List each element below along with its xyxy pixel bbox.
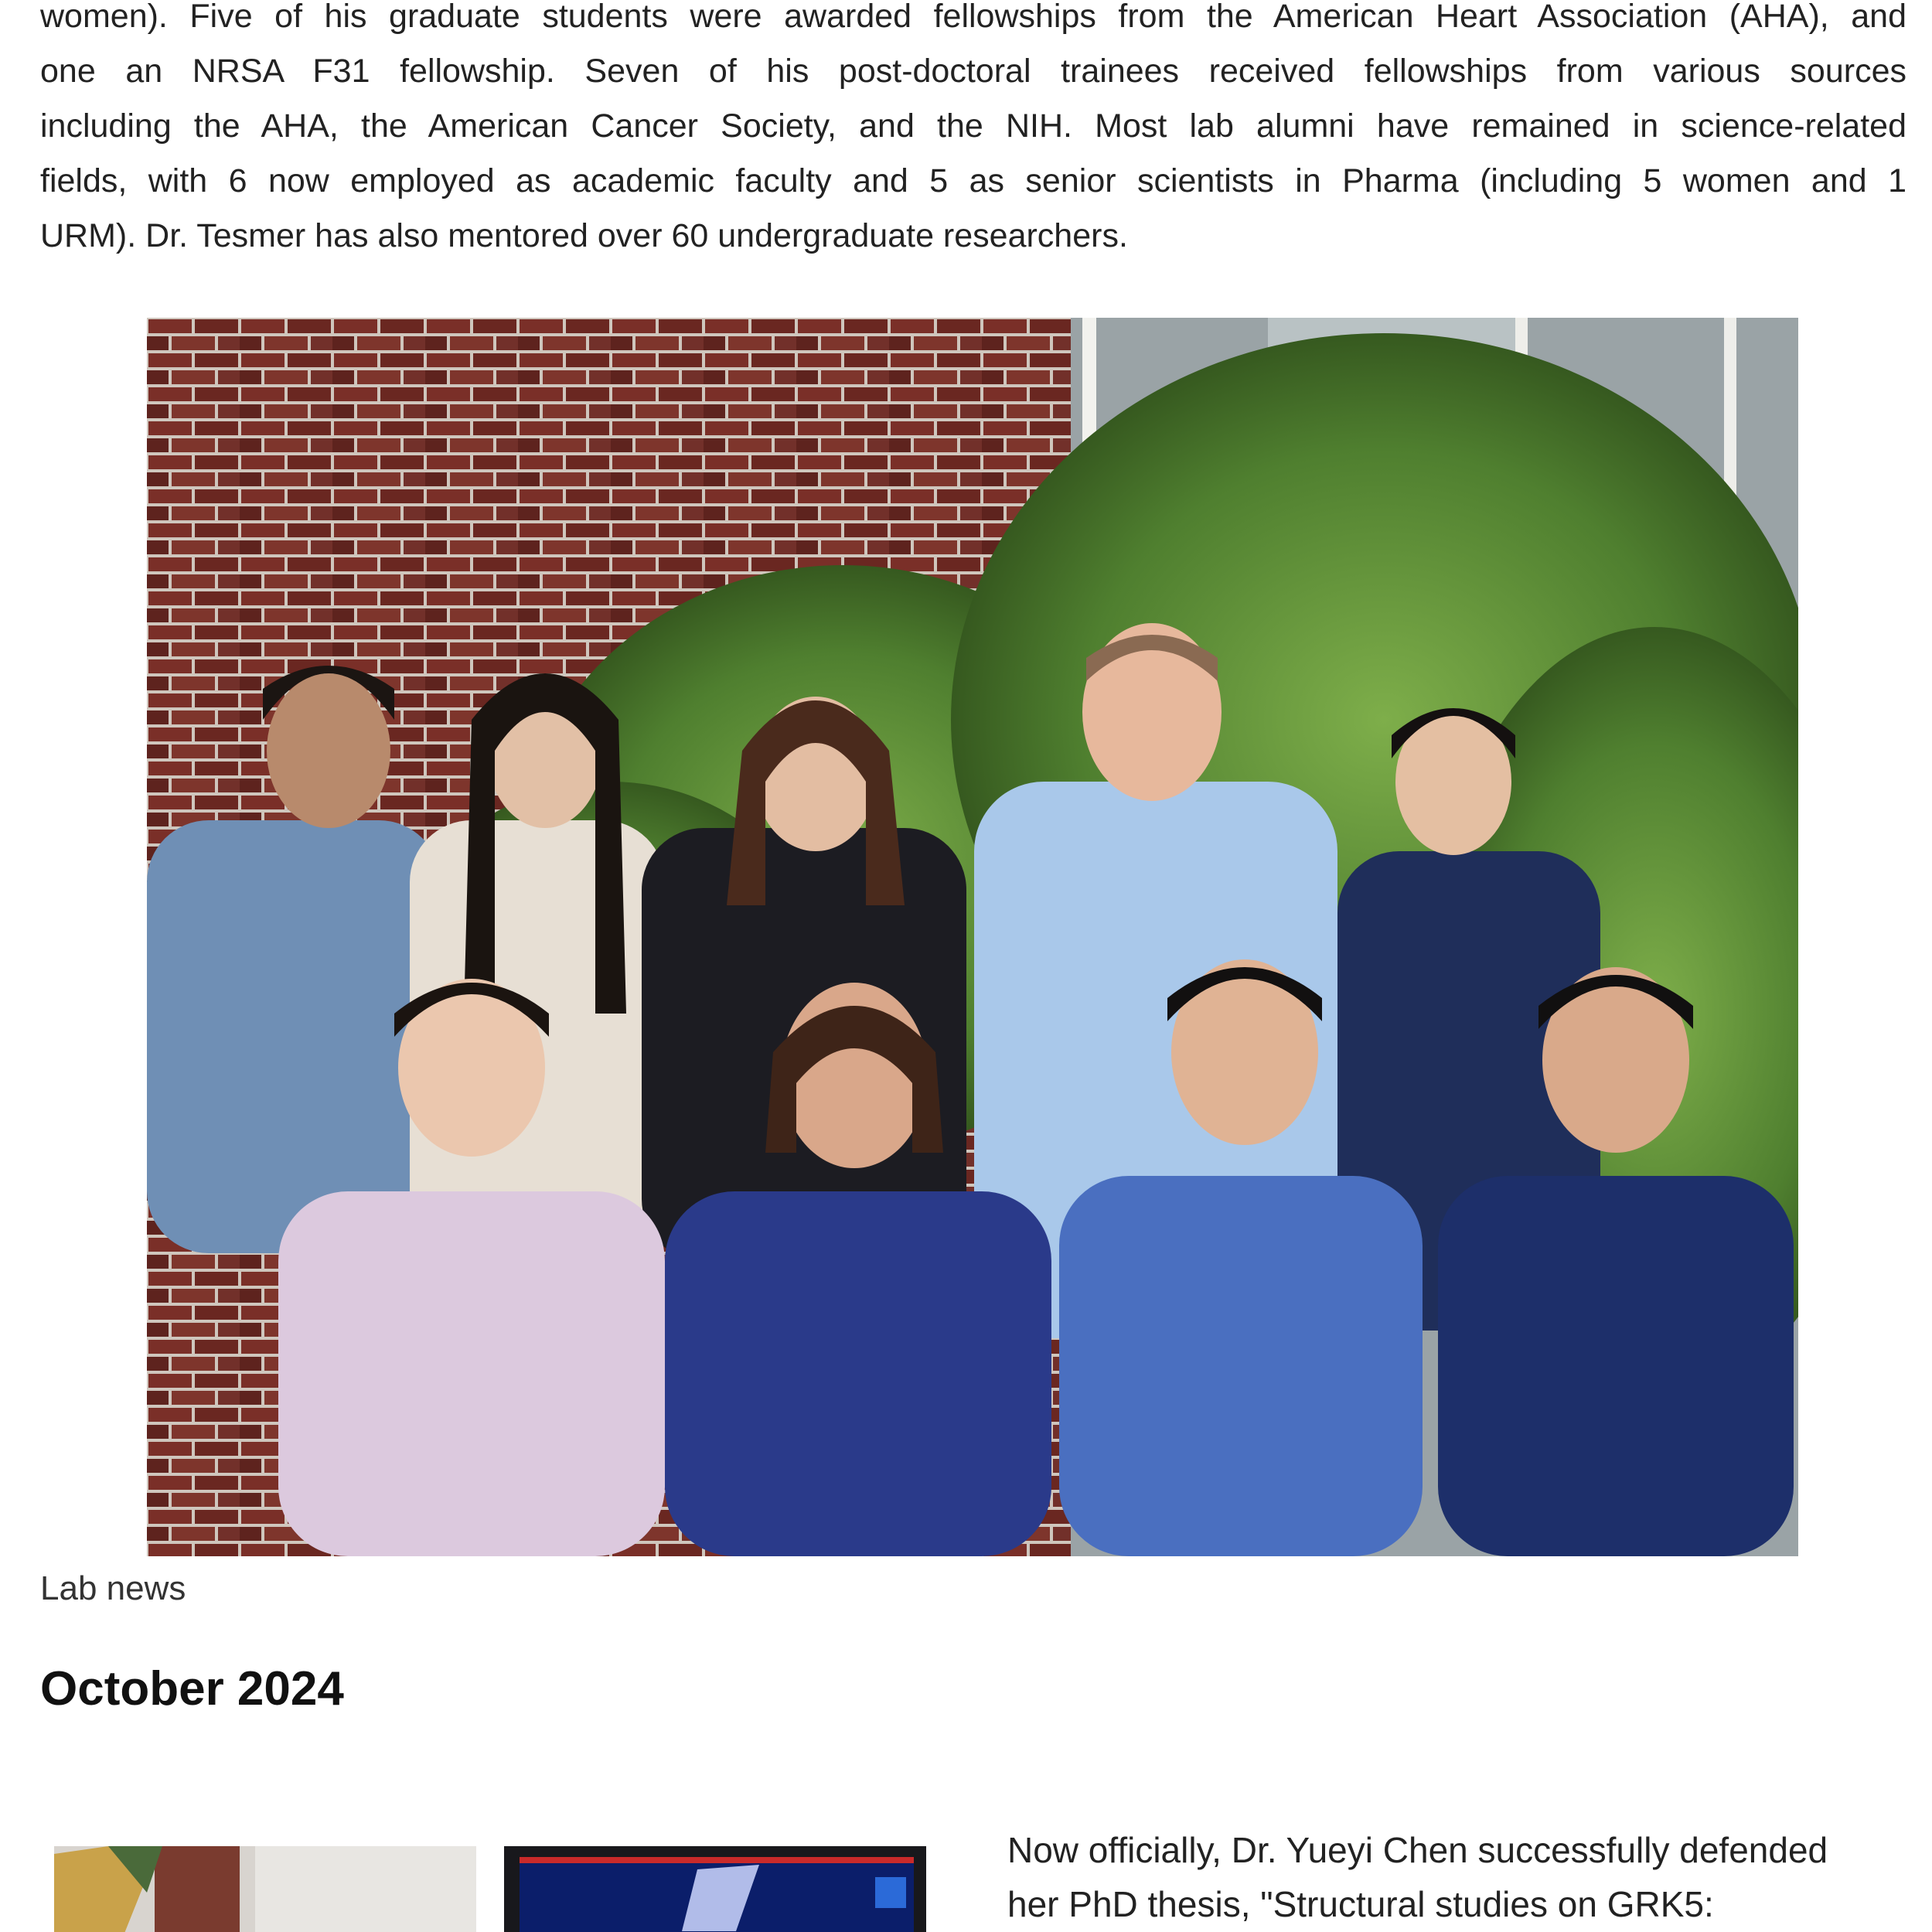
lab-group-photo — [147, 318, 1798, 1556]
lab-photo-illustration — [147, 318, 1798, 1556]
news-item-text — [1007, 1823, 1896, 1931]
mentoring-paragraph — [40, 0, 1906, 264]
paragraph-line: URM). Dr. Tesmer has also mentored over 60 undergraduate researchers. — [40, 217, 1128, 254]
paragraph-line: fields, with 6 now employed as academic faculty and 5 as senior scientists in Pharma (including 5 women and 1 — [40, 162, 1906, 199]
paragraph-line: one an NRSA F31 fellowship. Seven of his post-doctoral trainees received fellowships from various sources — [40, 53, 1906, 90]
paragraph-line: including the AHA, the American Cancer Society, and the NIH. Most lab alumni have remained in science-related — [40, 107, 1906, 145]
photo-caption: Lab news — [40, 1569, 186, 1607]
news-text-line: her PhD thesis, "Structural studies on GRK5: — [1007, 1884, 1714, 1924]
paragraph-line: women). Five of his graduate students were awarded fellowships from the American Heart Association (AHA), and — [40, 0, 1906, 35]
news-text-line: Now officially, Dr. Yueyi Chen successfully defended — [1007, 1830, 1828, 1870]
presentation-screen-illustration — [504, 1846, 926, 1932]
news-month-heading: October 2024 — [40, 1662, 344, 1716]
celebration-photo-illustration — [54, 1846, 476, 1932]
news-photo-thumbnail[interactable] — [504, 1846, 926, 1932]
news-photo-thumbnail[interactable] — [54, 1846, 476, 1932]
